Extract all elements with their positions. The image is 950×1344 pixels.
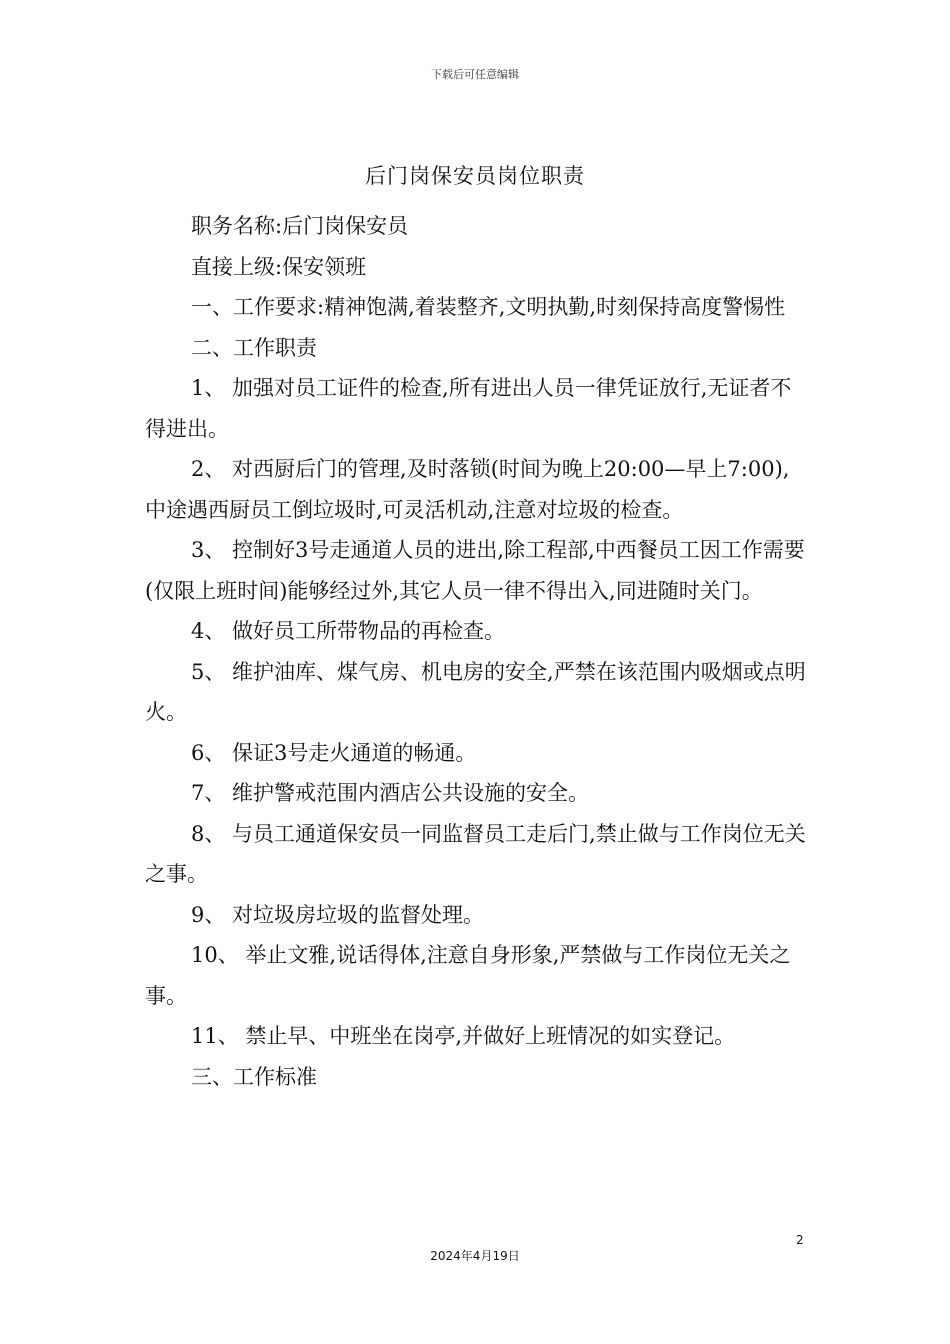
section-heading-duties: 二、工作职责 (191, 335, 317, 360)
duty-item-4: 4、 做好员工所带物品的再检查。 (191, 619, 506, 643)
duty-item-1: 1、 加强对员工证件的检查,所有进出人员一律凭证放行,无证者不得进出。 (145, 376, 792, 441)
duty-item-6: 6、 保证3号走火通道的畅通。 (191, 740, 477, 765)
duty-item-3: 3、 控制好3号走通道人员的进出,除工程部,中西餐员工因工作需要(仅限上班时间)能够经过外,其它人员一律不得出入,同进随时关门。 (145, 538, 805, 603)
duty-item-2: 2、 对西厨后门的管理,及时落锁(时间为晚上20:00—早上7:00),中途遇西厨员工倒垃圾时,可灵活机动,注意对垃圾的检查。 (145, 457, 790, 522)
paragraph-work-requirements: 一、工作要求:精神饱满,着装整齐,文明执勤,时刻保持高度警惕性 (191, 295, 786, 319)
page-number: 2 (796, 1233, 804, 1247)
section-heading-standards: 三、工作标准 (191, 1064, 317, 1089)
duty-item-9: 9、 对垃圾房垃圾的监督处理。 (191, 902, 485, 927)
duty-item-11: 11、 禁止早、中班坐在岗亭,并做好上班情况的如实登记。 (191, 1024, 736, 1048)
duty-item-7: 7、 维护警戒范围内酒店公共设施的安全。 (191, 781, 590, 805)
page-header: 下载后可任意编辑 (431, 68, 519, 81)
duty-item-8: 8、 与员工通道保安员一同监督员工走后门,禁止做与工作岗位无关之事。 (145, 821, 806, 886)
paragraph-supervisor: 直接上级:保安领班 (191, 254, 367, 279)
duty-item-10: 10、 举止文雅,说话得体,注意自身形象,严禁做与工作岗位无关之事。 (145, 943, 791, 1008)
paragraph-job-title: 职务名称:后门岗保安员 (191, 214, 409, 238)
page-footer-date: 2024年4月19日 (430, 1249, 520, 1263)
duty-item-5: 5、 维护油库、煤气房、机电房的安全,严禁在该范围内吸烟或点明火。 (145, 659, 806, 724)
document-body (145, 206, 810, 1097)
document-title: 后门岗保安员岗位职责 (365, 164, 585, 188)
